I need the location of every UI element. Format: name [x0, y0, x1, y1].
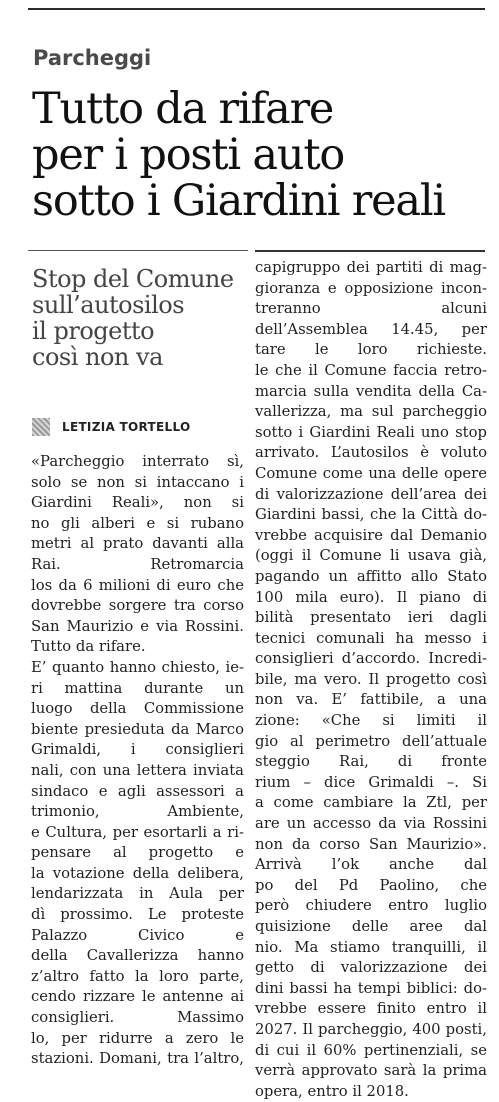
body-text-line: San Maurizio e via Rossini.	[31, 617, 244, 635]
body-text-line: trimonio, Ambiente,	[31, 803, 244, 821]
article-body-right-column	[255, 258, 487, 1102]
subhead-line: così non va	[32, 343, 163, 371]
body-text-line: vrebbe acquisire dal Demanio	[255, 526, 487, 544]
body-text-line: nali, con una lettera inviata	[31, 761, 244, 779]
body-text-line: la votazione della delibera,	[31, 864, 244, 882]
body-text-line: E’ quanto hanno chiesto, ie-	[31, 658, 244, 676]
body-text-line: (oggi il Comune li usava già,	[255, 547, 487, 565]
body-text-line: Tutto da rifare.	[31, 638, 146, 656]
headline-line: per i posti auto	[32, 130, 345, 180]
body-text-line: Comune come una delle opere	[255, 464, 487, 482]
byline: LETIZIA TORTELLO	[62, 420, 191, 434]
body-text-line: are un accesso da via Rossini	[255, 815, 487, 833]
section-tag: Parcheggi	[33, 46, 152, 70]
body-text-line: 2027. Il parcheggio, 400 posti,	[255, 1020, 487, 1038]
body-text-line: sotto i Giardini Reali uno stop	[255, 423, 487, 441]
body-text-line: treranno alcuni	[255, 300, 487, 318]
column-divider	[255, 250, 485, 252]
body-text-line: vrebbe essere finito entro il	[255, 1000, 487, 1018]
body-text-line: a come cambiare la Ztl, per	[255, 794, 487, 812]
body-text-line: los da 6 milioni di euro che	[31, 576, 244, 594]
subhead-line: sull’autosilos	[32, 291, 185, 319]
body-text-line: biente presieduta da Marco	[31, 720, 244, 738]
body-text-line: non da corso San Maurizio».	[255, 835, 487, 853]
body-text-line: però chiudere entro luglio	[255, 897, 487, 915]
body-text-line: ri mattina durante un	[31, 679, 244, 697]
body-text-line: di cui il 60% pertinenziali, se	[255, 1041, 487, 1059]
body-text-line: e Cultura, per esortarli a ri-	[31, 823, 244, 841]
headline	[32, 86, 492, 224]
body-text-line: della Cavallerizza hanno	[31, 947, 244, 965]
article-body-left-column	[31, 452, 244, 1070]
body-text-line: capigruppo dei partiti di mag-	[255, 259, 487, 276]
body-text-line: consiglieri d’accordo. Incredi-	[255, 650, 487, 668]
body-text-line: gioranza e opposizione incon-	[255, 279, 487, 297]
column-divider	[28, 250, 248, 251]
body-text-line: consiglieri. Massimo	[31, 1009, 244, 1027]
body-text-line: no gli alberi e si rubano	[31, 514, 244, 532]
body-text-line: di valorizzazione dell’area dei	[255, 485, 487, 503]
body-text-line: luogo della Commissione	[31, 700, 244, 718]
headline-line: sotto i Giardini reali	[32, 176, 445, 226]
body-text-line: quisizione delle aree dal	[255, 918, 487, 935]
body-text-line: zione: «Che si limiti il	[255, 712, 487, 730]
body-text-line: le che il Comune faccia retro-	[255, 361, 487, 379]
body-text-line: verrà approvato sarà la prima	[255, 1062, 487, 1080]
body-text-line: dell’Assemblea 14.45, per	[255, 320, 487, 338]
body-text-line: Grimaldi, i consiglieri	[31, 741, 244, 759]
body-text-line: marcia sulla vendita della Ca-	[255, 382, 487, 400]
subhead-line: Stop del Comune	[32, 265, 234, 293]
body-text-line: 100 mila euro). Il piano di	[255, 588, 487, 606]
body-text-line: pensare al progetto e	[31, 844, 244, 862]
body-text-line: getto di valorizzazione dei	[255, 959, 487, 977]
body-text-line: sindaco e agli assessori a	[31, 782, 244, 800]
body-text-line: Giardini bassi, che la Città do-	[255, 506, 487, 524]
body-text-line: steggio Rai, di fronte	[255, 753, 487, 771]
body-text-line: stazioni. Domani, tra l’altro,	[31, 1050, 244, 1068]
body-text-line: rium – dice Grimaldi –. Si	[255, 773, 487, 791]
body-text-line: pagando un affitto allo Stato	[255, 567, 487, 585]
body-text-line: bilità presentato ieri dagli	[255, 609, 487, 627]
body-text-line: non va. E’ fattibile, a una	[255, 691, 487, 709]
body-text-line: z’altro fatto la loro parte,	[31, 967, 244, 985]
body-text-line: gio al perimetro dell’attuale	[255, 732, 487, 750]
body-text-line: «Parcheggio interrato sì,	[31, 453, 244, 470]
body-text-line: po del Pd Paolino, che	[255, 876, 487, 894]
body-text-line: tare le loro richieste.	[255, 341, 487, 359]
body-text-line: dini bassi ha tempi biblici: do-	[255, 979, 487, 997]
byline-marker-icon	[32, 418, 50, 436]
body-text-line: Giardini Reali», non si	[31, 494, 244, 512]
body-text-line: opera, entro il 2018.	[255, 1082, 409, 1100]
headline-line: Tutto da rifare	[32, 84, 334, 134]
body-text-line: Arrivà l’ok anche dal	[255, 856, 487, 874]
body-text-line: dovrebbe sorgere tra corso	[31, 597, 244, 615]
subheadline	[32, 266, 247, 370]
body-text-line: solo se non si intaccano i	[31, 473, 244, 491]
body-text-line: tecnici comunali ha messo i	[255, 629, 487, 647]
body-text-line: dì prossimo. Le proteste	[31, 906, 244, 924]
body-text-line: Rai. Retromarcia	[31, 555, 244, 573]
body-text-line: lo, per ridurre a zero le	[31, 1029, 244, 1047]
subhead-line: il progetto	[32, 317, 155, 345]
body-text-line: lendarizzata in Aula per	[31, 885, 244, 903]
body-text-line: arrivato. L’autosilos è voluto	[255, 444, 487, 462]
body-text-line: bile, ma vero. Il progetto così	[255, 670, 487, 688]
body-text-line: nio. Ma stiamo tranquilli, il	[255, 938, 487, 956]
body-text-line: metri al prato davanti alla	[31, 535, 244, 553]
body-text-line: vallerizza, ma sul parcheggio	[255, 403, 487, 421]
body-text-line: cendo rizzare le antenne ai	[31, 988, 244, 1006]
top-rule	[28, 8, 485, 10]
body-text-line: Palazzo Civico e	[31, 926, 244, 944]
